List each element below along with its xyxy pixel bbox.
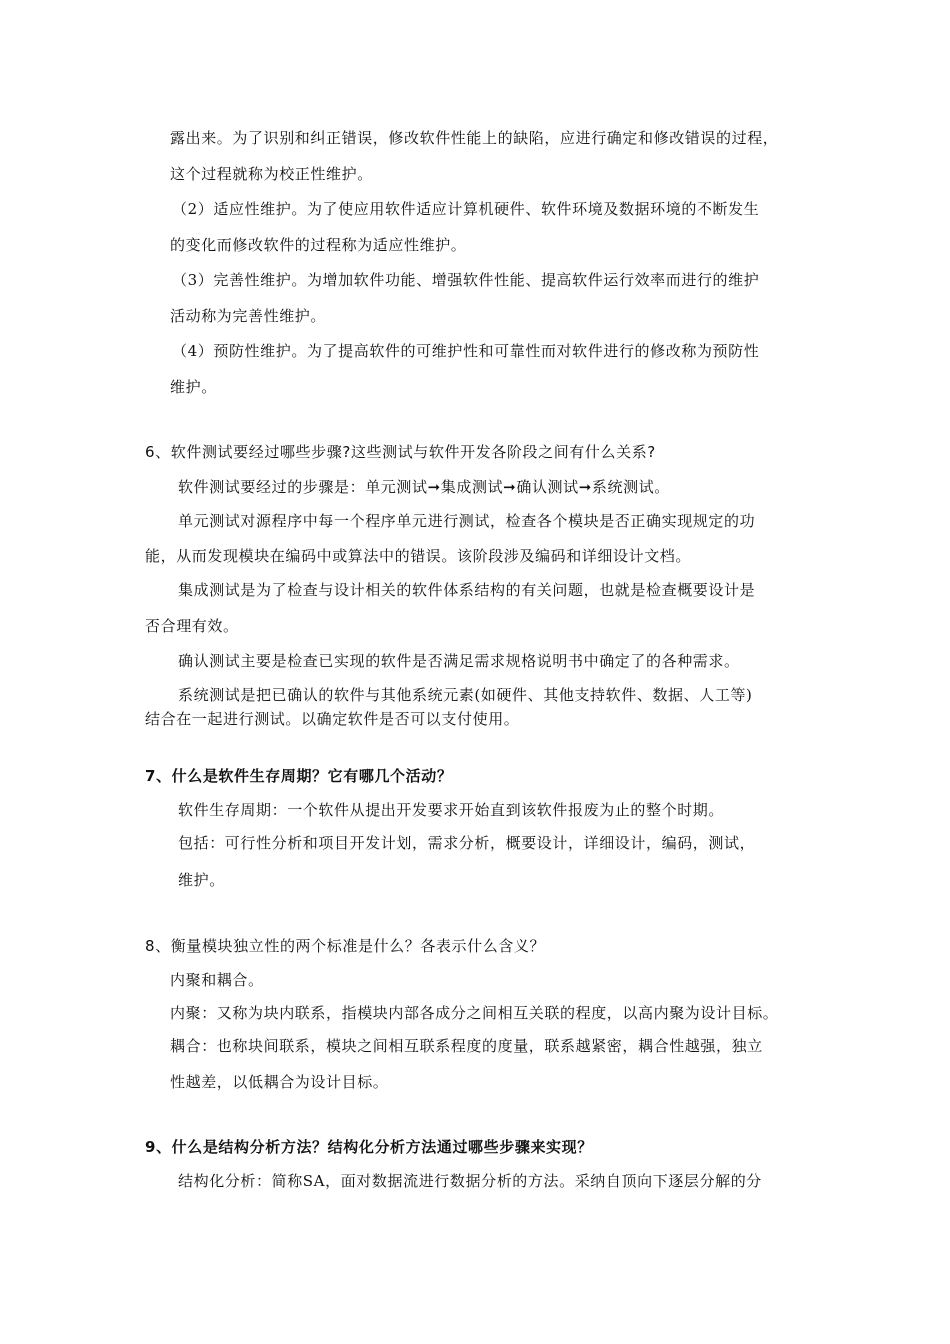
paragraph-line: 活动称为完善性维护。 [170, 307, 327, 325]
question-6-title: 6、软件测试要经过哪些步骤?这些测试与软件开发各阶段之间有什么关系? [145, 443, 656, 461]
paragraph-line: （3）完善性维护。为增加软件功能、增强软件性能、提高软件运行效率而进行的维护 [172, 271, 760, 289]
answer-line: 软件测试要经过的步骤是：单元测试➞集成测试➞确认测试➞系统测试。 [178, 478, 670, 496]
paragraph-line: 维护。 [170, 378, 217, 396]
answer-line: 耦合：也称块间联系，模块之间相互联系程度的度量，联系越紧密，耦合性越强，独立 [170, 1037, 763, 1055]
question-9-title: 9、什么是结构分析方法？结构化分析方法通过哪些步骤来实现？ [145, 1138, 593, 1156]
answer-line: 维护。 [178, 871, 225, 889]
answer-line: 单元测试对源程序中每一个程序单元进行测试，检查各个模块是否正确实现规定的功 [178, 512, 756, 530]
answer-line: 内聚和耦合。 [170, 971, 264, 989]
paragraph-line: 露出来。为了识别和纠正错误，修改软件性能上的缺陷，应进行确定和修改错误的过程， [170, 129, 779, 147]
answer-line: 包括：可行性分析和项目开发计划，需求分析，概要设计，详细设计，编码，测试， [178, 834, 756, 852]
paragraph-line: （4）预防性维护。为了提高软件的可维护性和可靠性而对软件进行的修改称为预防性 [172, 342, 760, 360]
answer-line: 能，从而发现模块在编码中或算法中的错误。该阶段涉及编码和详细设计文档。 [145, 547, 692, 565]
answer-line: 系统测试是把已确认的软件与其他系统元素(如硬件、其他支持软件、数据、人工等) [178, 686, 753, 704]
paragraph-line: 的变化而修改软件的过程称为适应性维护。 [170, 236, 467, 254]
paragraph-line: 这个过程就称为校正性维护。 [170, 165, 373, 183]
answer-line: 性越差，以低耦合为设计目标。 [170, 1073, 389, 1091]
answer-line: 集成测试是为了检查与设计相关的软件体系结构的有关问题，也就是检查概要设计是 [178, 581, 756, 599]
answer-line: 确认测试主要是检查已实现的软件是否满足需求规格说明书中确定了的各种需求。 [178, 652, 740, 670]
answer-line: 否合理有效。 [145, 617, 239, 635]
answer-line: 结构化分析：简称SA，面对数据流进行数据分析的方法。采纳自顶向下逐层分解的分 [178, 1172, 762, 1190]
question-8-title: 8、衡量模块独立性的两个标准是什么？各表示什么含义？ [145, 937, 546, 955]
answer-line: 软件生存周期：一个软件从提出开发要求开始直到该软件报废为止的整个时期。 [178, 801, 725, 819]
paragraph-line: （2）适应性维护。为了使应用软件适应计算机硬件、软件环境及数据环境的不断发生 [172, 200, 760, 218]
answer-line: 内聚：又称为块内联系，指模块内部各成分之间相互关联的程度，以高内聚为设计目标。 [170, 1004, 779, 1022]
question-7-title: 7、什么是软件生存周期？它有哪几个活动？ [145, 767, 453, 785]
answer-line: 结合在一起进行测试。以确定软件是否可以支付使用。 [145, 710, 520, 728]
